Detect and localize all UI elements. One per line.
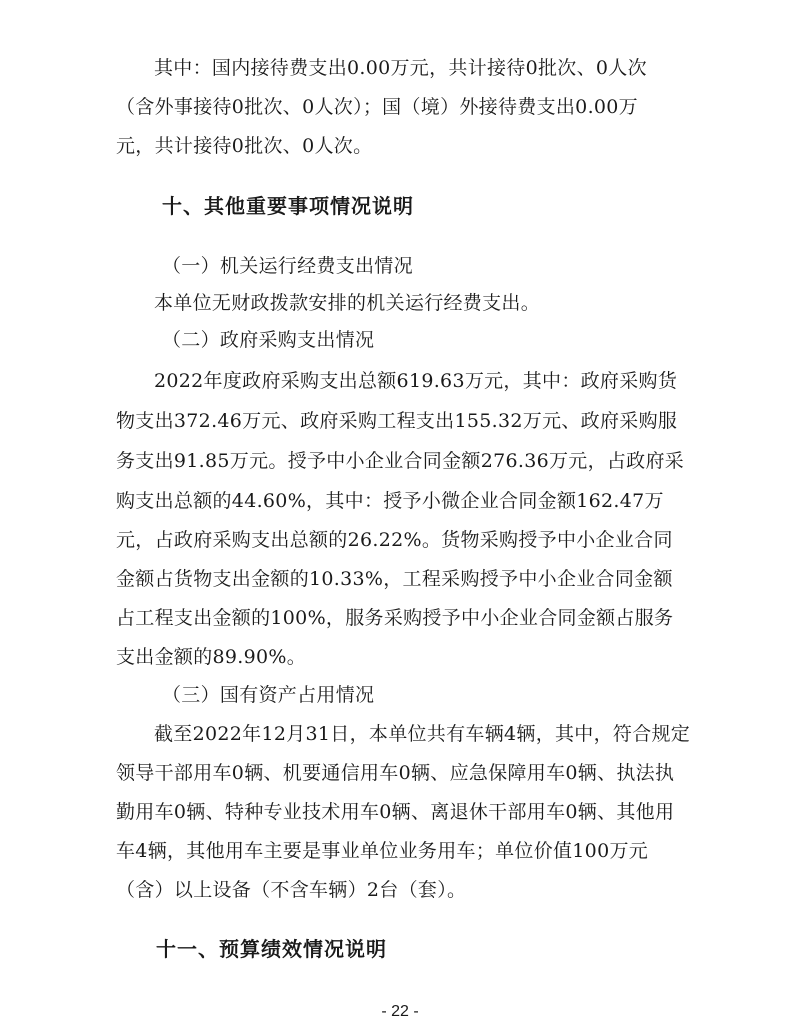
intro-line-1: 其中：国内接待费支出0.00万元，共计接待0批次、0人次	[154, 57, 647, 79]
sub2-line-4: 购支出总额的44.60%，其中：授予小微企业合同金额162.47万	[116, 490, 664, 512]
sub2-line-3: 务支出91.85万元。授予中小企业合同金额276.36万元，占政府采	[116, 450, 685, 472]
sub2-line-5: 元，占政府采购支出总额的26.22%。货物采购授予中小企业合同	[116, 529, 673, 551]
sub3-line-4: 车4辆，其他用车主要是事业单位业务用车；单位价值100万元	[116, 840, 649, 862]
section-ten-heading: 十、其他重要事项情况说明	[162, 194, 414, 218]
sub3-line-3: 勤用车0辆、特种专业技术用车0辆、离退休干部用车0辆、其他用	[116, 801, 675, 823]
sub2-line-7: 占工程支出金额的100%，服务采购授予中小企业合同金额占服务	[116, 607, 674, 629]
section-eleven-heading: 十一、预算绩效情况说明	[156, 937, 387, 961]
sub2-line-2: 物支出372.46万元、政府采购工程支出155.32万元、政府采购服	[116, 410, 678, 432]
sub1-body: 本单位无财政拨款安排的机关运行经费支出。	[154, 292, 541, 314]
sub1-heading: （一）机关运行经费支出情况	[162, 255, 413, 277]
sub2-line-6: 金额占货物支出金额的10.33%，工程采购授予中小企业合同金额	[116, 568, 673, 590]
sub2-line-8: 支出金额的89.90%。	[116, 646, 307, 668]
sub2-line-1: 2022年度政府采购支出总额619.63万元，其中：政府采购货	[154, 370, 678, 392]
sub3-line-1: 截至2022年12月31日，本单位共有车辆4辆，其中，符合规定	[154, 723, 691, 745]
intro-line-2: （含外事接待0批次、0人次）；国（境）外接待费支出0.00万	[116, 96, 638, 118]
intro-line-3: 元，共计接待0批次、0人次。	[116, 135, 373, 157]
sub3-heading: （三）国有资产占用情况	[162, 684, 375, 706]
sub2-heading: （二）政府采购支出情况	[162, 329, 375, 351]
sub3-line-5: （含）以上设备（不含车辆）2台（套）。	[116, 879, 467, 901]
page-number: - 22 -	[381, 1003, 419, 1020]
sub3-line-2: 领导干部用车0辆、机要通信用车0辆、应急保障用车0辆、执法执	[116, 762, 675, 784]
